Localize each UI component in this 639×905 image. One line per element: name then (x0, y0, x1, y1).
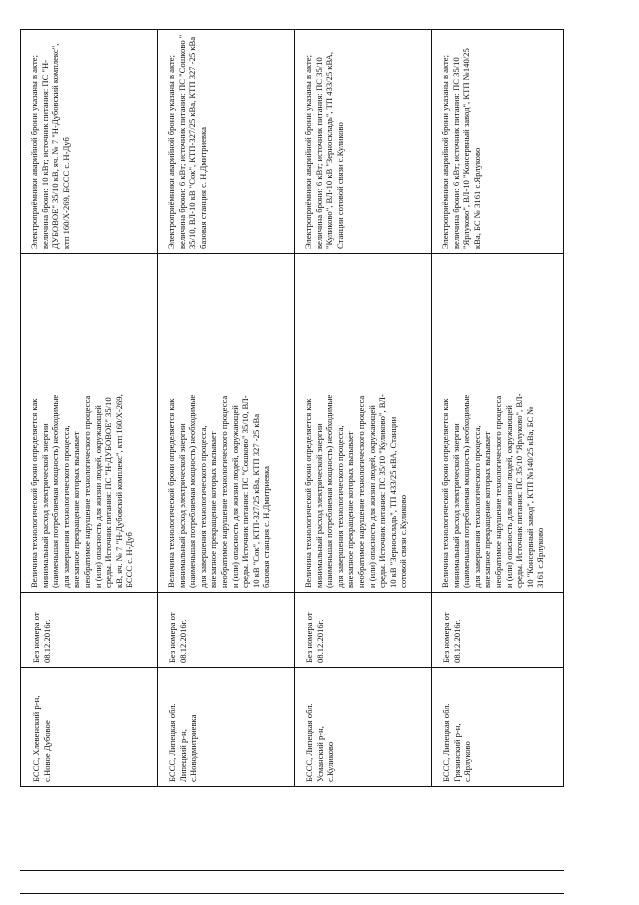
cell-basis: Без номера от 08.12.2016г. (304, 612, 325, 663)
table-divider-description (20, 253, 564, 254)
cell-basis: Без номера от 08.12.2016г. (167, 612, 188, 663)
cell-basis: Без номера от 08.12.2016г. (31, 612, 52, 663)
table-divider-basis (20, 592, 564, 593)
table-bottom-line-3 (20, 893, 564, 894)
row-separator-1 (157, 29, 158, 786)
cell-site: БССС, Липецкая обл. Усманский р-н, с.Куликово (304, 703, 336, 782)
cell-emergency: Электроприёмники аварийной брони указаны в акте; величина брони: 10 кВт; источник питания: ПС "Н- ДУБОВОЕ" 35/10 кВ, яч. № 7 "Н-Дубовский комплекс", ктп 160/Х-269, БССС с. Н-Дуб (29, 43, 71, 249)
table-left-border (20, 29, 21, 786)
cell-description: Величина технологической брони определяется как минимальный расход электрической энергии (наименьшая потребляемая мощность) необходимые для завершения технологического процесса, внезапное прекращение которых вызывает необратимое нарушение технологического процесса и (или) опасность для жизни людей, окружающей среды. Источник питания: ПС "Н-ДУБОВОЕ" 35/10 кВ, яч. № 7 "Н-Дубовский комплекс", ктп 160/Х-269, БССС с. Н-Дуб (29, 394, 135, 588)
row-separator-3 (431, 29, 432, 786)
cell-site: БССС, Хлевенский р-н, с.Новое Дубовое (31, 695, 52, 782)
table-bottom-line-2 (20, 870, 564, 871)
cell-site: БССС, Липецкая обл. Грязинский р-н, с.Ярлуково (441, 703, 473, 782)
cell-description: Величина технологической брони определяется как минимальный расход электрической энергии (наименьшая потребляемая мощность) необходимые для завершения технологического процесса, внезапное прекращение которых вызывает необратимое нарушение технологического процесса и (или) опасность для жизни людей, окружающей среды. Источник питания: ПС 35/10 "Куликово", ВЛ- 10 кВ "Зерноскладь", ТП 433/25 кВА, Станции сотовой связи с.Куликово (303, 394, 409, 588)
cell-emergency: Электроприёмники аварийной брони указаны в акте; величина брони: 6 кВт; источник питания: ПС 35/10 "Ярлуково", ВЛ-10 "Консервный завод", КТП №140/25 кВа, БС № 3161 с.Ярлуково (440, 48, 482, 249)
table-bottom-border (20, 786, 564, 787)
row-separator-2 (294, 29, 295, 786)
cell-basis: Без номера от 08.12.2016г. (441, 612, 462, 663)
cell-description: Величина технологической брони определяется как минимальный расход электрической энергии (наименьшая потребляемая мощность) необходимые для завершения технологического процесса, внезапное прекращение которых вызывает необратимое нарушение технологического процесса и (или) опасность для жизни людей, окружающей среды. Источник питания: ПС 35/10 "Ярлуково", ВЛ- 10 "Консервный завод", КТП №140/25 кВа, БС № 3161 с.Ярлуково (440, 393, 546, 588)
table-divider-site (20, 667, 564, 668)
table-top-border (20, 29, 564, 30)
cell-emergency: Электроприёмники аварийной брони указаны в акте; величина брони: 6 кВт; источник питания: ПС 35/10 "Куликово", ВЛ-10 кВ "Зерноскладь", ТП 433/25 кВА, Станции сотовой связи с.Куликово (303, 52, 345, 249)
cell-emergency: Электроприёмники аварийной брони указаны в акте; величина брони: 6 кВт; источник питания: ПС "Сошково " 35/10, ВЛ-10 кВ "Сок", КТП-327/25 кВа, КТП 327 -25 кВа базовая станция с. Н.Дмитриевка (166, 34, 208, 249)
table-right-border (563, 29, 564, 786)
cell-site: БССС, Липецкая обл. Липецкий р-н, с.Новодмитриевка (167, 703, 199, 782)
cell-description: Величина технологической брони определяется как минимальный расход электрической энергии (наименьшая потребляемая мощность) необходимые для завершения технологического процесса, внезапное прекращение которых вызывает необратимое нарушение технологического процесса и (или) опасность для жизни людей, окружающей среды. Источник питания: ПС "Сошково" 35/10, ВЛ- 10 кВ "Сок", КТП-327/25 кВа, КТП 327 -25 кВа базовая станция с. Н.Дмитриевка (166, 394, 272, 588)
